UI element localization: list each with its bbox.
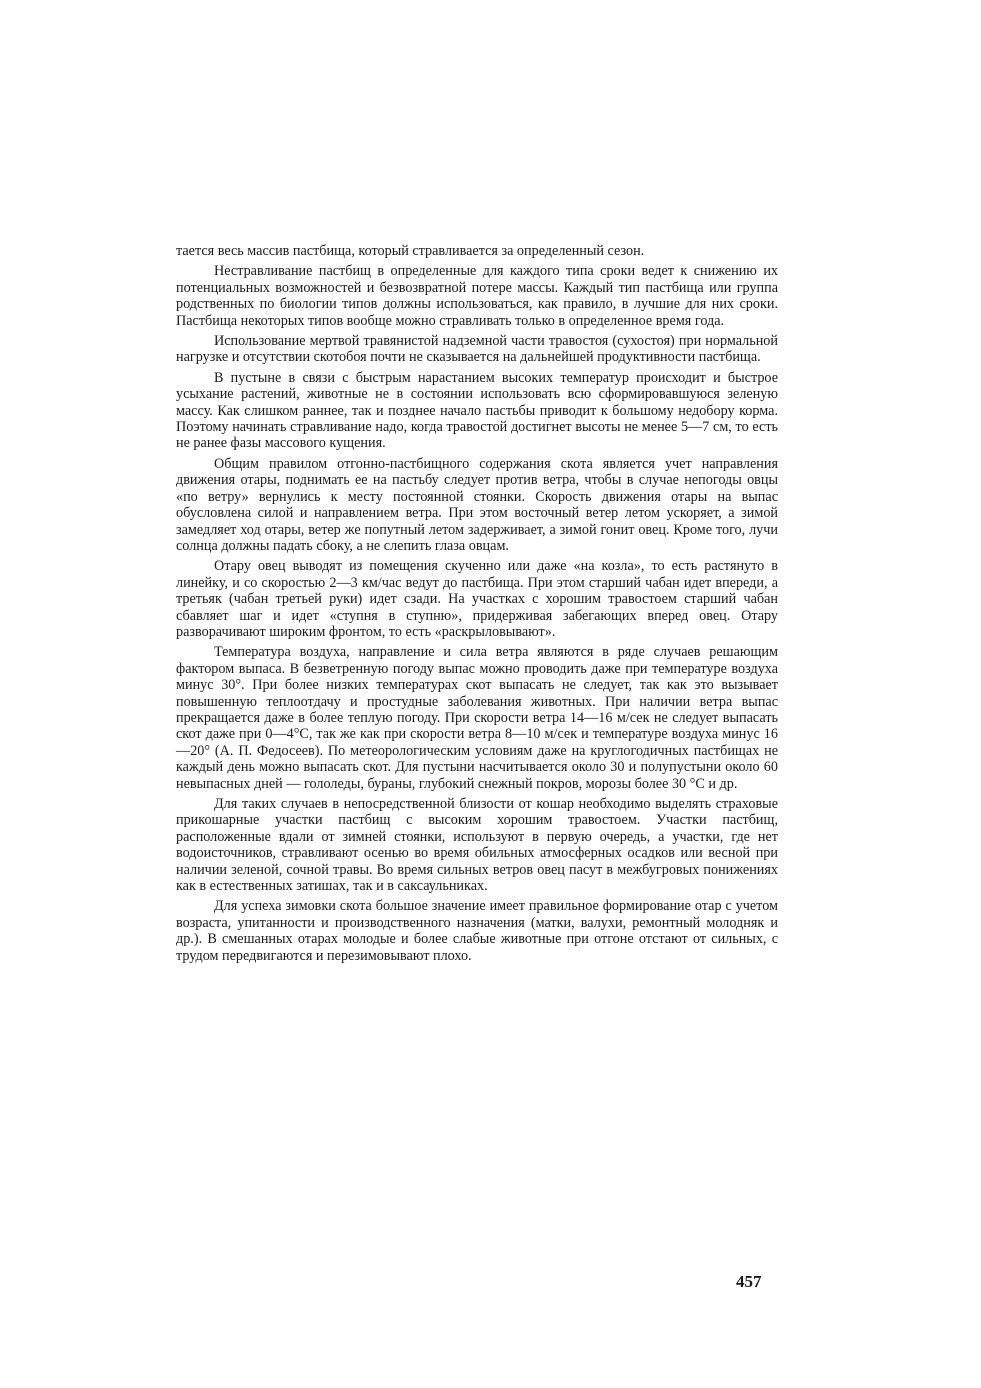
page-body — [176, 243, 778, 968]
paragraph-obshchim-pravilom: Общим правилом отгонно-пастбищного содержания скота является учет направления движения отары, поднимать ее на пастьбу следует против ветра, чтобы в случае непогоды овцы «по ветру» вернулись к месту постоянной стоянки. Скорость движения отары на выпас обусловлена силой и направлением ветра. При этом восточный ветер летом ускоряет, а зимой замедляет ход отары, ветер же попутный летом задерживает, а зимой гонит овец. Кроме того, лучи солнца должны падать сбоку, а не слепить глаза овцам. — [176, 455, 778, 554]
paragraph-sukhostoy: Использование мертвой травянистой надземной части травостоя (сухостоя) при нормальной нагрузке и отсутствии скотобоя почти не сказывается на дальнейшей продуктивности пастбища. — [176, 333, 778, 366]
page-number: 457 — [736, 1272, 762, 1291]
paragraph-continuation: тается весь массив пастбища, который стравливается за определенный сезон. — [176, 243, 645, 259]
paragraph-strakhovye-uchastki: Для таких случаев в непосредственной близости от кошар необходимо выделять страховые прикошарные участки пастбищ с высоким хорошим травостоем. Участки пастбищ, расположенные вдали от зимней стоянки, используют в первую очередь, а участки, где нет водоисточников, стравливают осенью во время обильных атмосферных осадков или весной при наличии зеленой, сочной травы. Во время сильных ветров овец пасут в межбугровых понижениях как в естественных затишах, так и в саксаульниках. — [176, 796, 778, 895]
paragraph-nestravlivanie: Нестравливание пастбищ в определенные для каждого типа сроки ведет к снижению их потенциальных возможностей и безвозвратной потере массы. Каждый тип пастбища или группа родственных по биологии типов должны использоваться, как правило, в лучшие для них сроки. Пастбища некоторых типов вообще можно стравливать только в определенное время года. — [176, 263, 778, 329]
paragraph-otaru-ovets: Отару овец выводят из помещения скученно или даже «на козла», то есть растянуто в линейку, и со скоростью 2—3 км/час ведут до пастбища. При этом старший чабан идет впереди, а третьяк (чабан третьей руки) идет сзади. На участках с хорошим травостоем старший чабан сбавляет шаг и идет «ступня в ступню», придерживая забегающих вперед овец. Отару разворачивают широким фронтом, то есть «раскрыловывают». — [176, 558, 778, 640]
paragraph-temperatura: Температура воздуха, направление и сила ветра являются в ряде случаев решающим фактором выпаса. В безветренную погоду выпас можно проводить даже при температуре воздуха минус 30°. При более низких температурах скот выпасать не следует, так как это вызывает повышенную теплоотдачу и простудные заболевания животных. При наличии ветра выпас прекращается даже в более теплую погоду. При скорости ветра 14—16 м/сек не следует выпасать скот даже при 0—4°С, так же как при скорости ветра 8—10 м/сек и температуре воздуха минус 16—20° (А. П. Федосеев). По метеорологическим условиям даже на круглогодичных пастбищах не каждый день можно выпасать скот. Для пустыни насчитывается около 30 и полупустыни около 60 невыпасных дней — гололеды, бураны, глубокий снежный покров, морозы более 30 °С и др. — [176, 644, 778, 792]
paragraph-pustynya: В пустыне в связи с быстрым нарастанием высоких температур происходит и быстрое усыхание растений, животные не в состоянии использовать всю сформировавшуюся зеленую массу. Как слишком раннее, так и позднее начало пастьбы приводит к большому недобору корма. Поэтому начинать стравливание надо, когда травостой достигнет высоты не менее 5—7 см, то есть не ранее фазы массового кущения. — [176, 369, 778, 452]
paragraph-zimovka: Для успеха зимовки скота большое значение имеет правильное формирование отар с учетом возраста, упитанности и производственного назначения (матки, валухи, ремонтный молодняк и др.). В смешанных отарах молодые и более слабые животные при отгоне отстают от сильных, с трудом передвигаются и перезимовывают плохо. — [176, 898, 778, 964]
